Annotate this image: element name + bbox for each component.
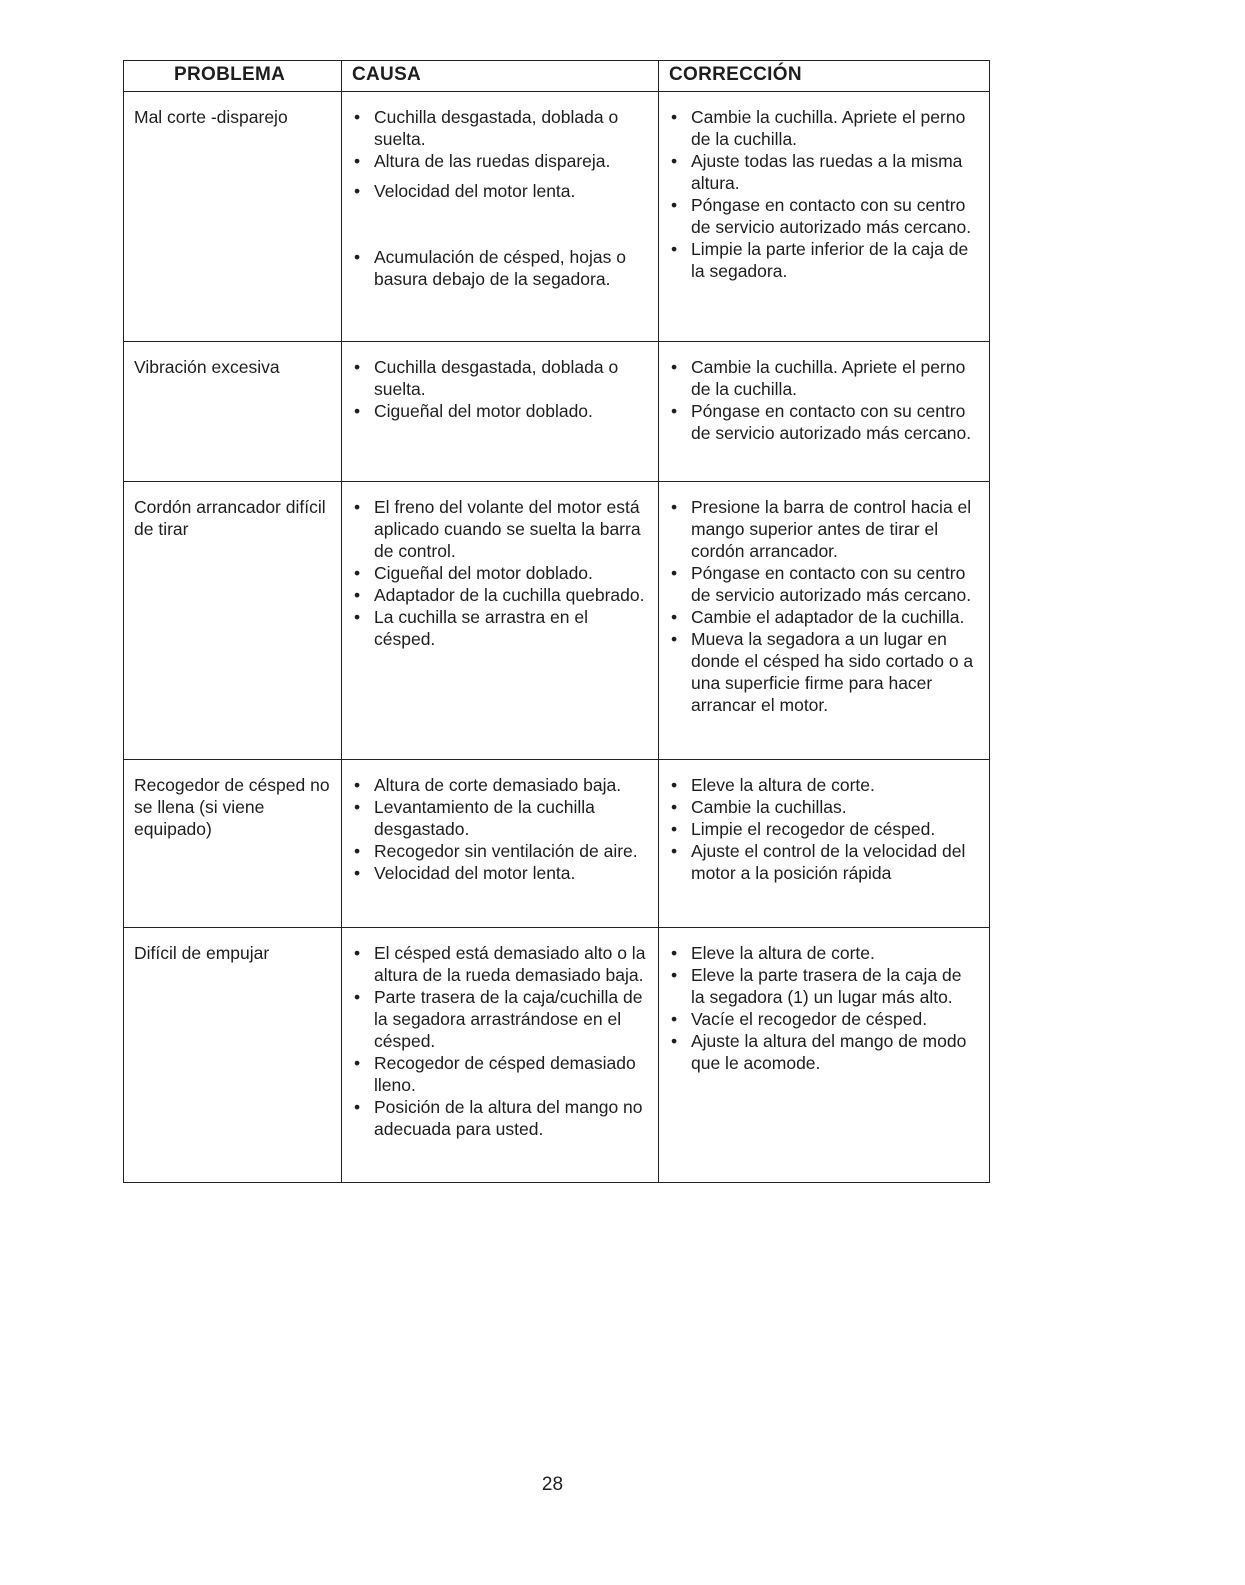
cause-item: • Cuchilla desgastada, doblada o suelta.: [352, 106, 648, 150]
correction-item: • Ajuste todas las ruedas a la misma altura.: [669, 150, 979, 194]
correction-item: • Póngase en contacto con su centro de servicio autorizado más cercano.: [669, 194, 979, 238]
cause-item: • Acumulación de césped, hojas o basura debajo de la segadora.: [352, 246, 648, 290]
table-header-row: [124, 61, 990, 92]
cause-item: • Cuchilla desgastada, doblada o suelta.: [352, 356, 648, 400]
cause-item: • Adaptador de la cuchilla quebrado.: [352, 584, 648, 606]
correction-item: • Póngase en contacto con su centro de servicio autorizado más cercano.: [669, 562, 979, 606]
troubleshooting-table: [123, 60, 990, 1183]
header-correction: CORRECCIÓN: [659, 61, 990, 92]
correction-item: • Mueva la segadora a un lugar en donde el césped ha sido cortado o a una superficie firme para hacer arrancar el motor.: [669, 628, 979, 716]
cause-cell: [342, 342, 659, 482]
cause-item: • Posición de la altura del mango no adecuada para usted.: [352, 1096, 648, 1140]
cause-item: • La cuchilla se arrastra en el césped.: [352, 606, 648, 650]
problem-cell: Difícil de empujar: [124, 928, 342, 1183]
problem-cell: Vibración excesiva: [124, 342, 342, 482]
cause-item: • Velocidad del motor lenta.: [352, 862, 648, 884]
header-problem: PROBLEMA: [124, 61, 342, 92]
table-row: [124, 760, 990, 928]
cause-item: • Altura de corte demasiado baja.: [352, 774, 648, 796]
correction-item: • Ajuste la altura del mango de modo que le acomode.: [669, 1030, 979, 1074]
cause-item: • Altura de las ruedas dispareja.: [352, 150, 648, 172]
problem-cell: Recogedor de césped no se llena (si viene equipado): [124, 760, 342, 928]
cause-item: • Recogedor de césped demasiado lleno.: [352, 1052, 648, 1096]
correction-item: • Vacíe el recogedor de césped.: [669, 1008, 979, 1030]
correction-item: • Eleve la altura de corte.: [669, 774, 979, 796]
cause-item: • El césped está demasiado alto o la altura de la rueda demasiado baja.: [352, 942, 648, 986]
correction-item: • Eleve la altura de corte.: [669, 942, 979, 964]
correction-item: • Póngase en contacto con su centro de servicio autorizado más cercano.: [669, 400, 979, 444]
cause-item: • Cigueñal del motor doblado.: [352, 400, 648, 422]
cause-cell: [342, 92, 659, 342]
correction-item: • Limpie el recogedor de césped.: [669, 818, 979, 840]
problem-cell: Mal corte -disparejo: [124, 92, 342, 342]
table-row: [124, 928, 990, 1183]
table-row: [124, 92, 990, 342]
problem-cell: Cordón arrancador difícil de tirar: [124, 482, 342, 760]
correction-cell: [659, 482, 990, 760]
correction-item: • Limpie la parte inferior de la caja de la segadora.: [669, 238, 979, 282]
header-cause: CAUSA: [342, 61, 659, 92]
correction-cell: [659, 928, 990, 1183]
correction-item: • Eleve la parte trasera de la caja de la segadora (1) un lugar más alto.: [669, 964, 979, 1008]
table-row: [124, 482, 990, 760]
cause-item: • Levantamiento de la cuchilla desgastado.: [352, 796, 648, 840]
page-number: 28: [541, 1474, 564, 1495]
correction-item: • Cambie la cuchilla. Apriete el perno de la cuchilla.: [669, 356, 979, 400]
cause-item: • El freno del volante del motor está aplicado cuando se suelta la barra de control.: [352, 496, 648, 562]
cause-item: • Recogedor sin ventilación de aire.: [352, 840, 648, 862]
correction-cell: [659, 760, 990, 928]
cause-item: • Parte trasera de la caja/cuchilla de la segadora arrastrándose en el césped.: [352, 986, 648, 1052]
correction-cell: [659, 92, 990, 342]
correction-item: • Presione la barra de control hacia el mango superior antes de tirar el cordón arrancador.: [669, 496, 979, 562]
correction-item: • Cambie el adaptador de la cuchilla.: [669, 606, 979, 628]
correction-cell: [659, 342, 990, 482]
correction-item: • Cambie la cuchillas.: [669, 796, 979, 818]
correction-item: • Ajuste el control de la velocidad del motor a la posición rápida: [669, 840, 979, 884]
table-row: [124, 342, 990, 482]
cause-cell: [342, 928, 659, 1183]
cause-cell: [342, 760, 659, 928]
cause-item: • Cigueñal del motor doblado.: [352, 562, 648, 584]
cause-item: • Velocidad del motor lenta.: [352, 180, 648, 202]
correction-item: • Cambie la cuchilla. Apriete el perno de la cuchilla.: [669, 106, 979, 150]
cause-cell: [342, 482, 659, 760]
